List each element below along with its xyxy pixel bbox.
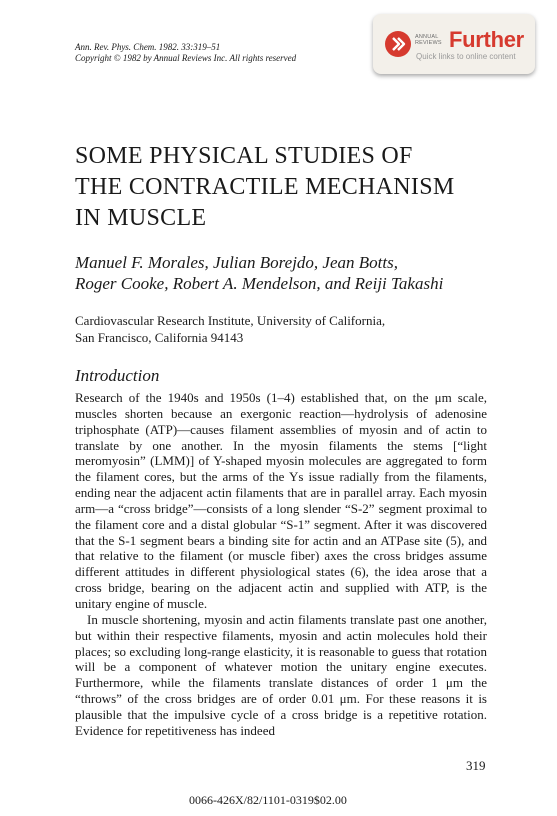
further-title: Further — [449, 27, 524, 52]
journal-citation — [75, 42, 296, 64]
affiliation-line-1: Cardiovascular Research Institute, University of California, — [75, 313, 386, 328]
affiliation-line-2: San Francisco, California 94143 — [75, 330, 244, 345]
authors-line-2: Roger Cooke, Robert A. Mendelson, and Reiji Takashi — [75, 274, 444, 293]
title-line-2: THE CONTRACTILE MECHANISM — [75, 174, 455, 200]
page-number: 319 — [466, 758, 486, 773]
title-line-1: SOME PHYSICAL STUDIES OF — [75, 143, 413, 169]
citation-line-1: Ann. Rev. Phys. Chem. 1982. 33:319–51 — [75, 42, 221, 52]
footer-code: 0066-426X/82/1101-0319$02.00 — [189, 793, 347, 807]
body-text — [75, 390, 487, 739]
chevron-right-icon — [385, 31, 411, 57]
author-list — [75, 252, 515, 294]
paper-title — [75, 141, 515, 234]
further-reviews-widget[interactable] — [373, 14, 535, 74]
paragraph: Research of the 1940s and 1950s (1–4) established that, on the μm scale, muscles shorten because an exergonic reaction—hydrolysis of adenosine triphosphate (ATP)—causes filament assemblies of myosin and of actin to translate by one another. In the myosin filaments the stems [“light meromyosin” (LMM)] of Y-shaped myosin molecules are aggregated to form the filament cores, but the arms of the Ys issue radially from the filaments, ending near the adjacent actin filaments that are in parallel array. Each myosin arm—a “cross bridge”—consists of a long slender “S-2” segment proximal to the filament core and a distal globular “S-1” segment. After it was discovered that the S-1 segment bears a binding site for actin and an ATPase site (5), and that relative to the filament (or muscle fiber) axes the cross bridges assume different attitudes in different physiological states (6), the idea arose that a cross bridge, bearing on the adjacent actin and supplied with ATP, is the unitary engine of muscle. — [75, 390, 487, 611]
further-subtitle: Quick links to online content — [416, 52, 516, 61]
section-heading: Introduction — [75, 366, 160, 385]
citation-line-2: Copyright © 1982 by Annual Reviews Inc. All rights reserved — [75, 53, 297, 63]
title-line-3: IN MUSCLE — [75, 205, 207, 231]
paragraph: In muscle shortening, myosin and actin filaments translate past one another, but within their respective filaments, myosin and actin molecules hold their places; so excluding long-range elasticity, it is reasonable to guess that rotation will be a component of whatever motion the unitary engine executes. Furthermore, while the filaments translate distances of order 1 μm the “throws” of the cross bridges are of order 0.01 μm. For these reasons it is plausible that the impulsive cycle of a cross bridge is a repetitive rotation. Evidence for repetitiveness has indeed — [75, 611, 487, 738]
annual-reviews-label: ANNUAL REVIEWS — [415, 34, 442, 46]
affiliation — [75, 312, 515, 346]
authors-line-1: Manuel F. Morales, Julian Borejdo, Jean Botts, — [75, 253, 398, 272]
